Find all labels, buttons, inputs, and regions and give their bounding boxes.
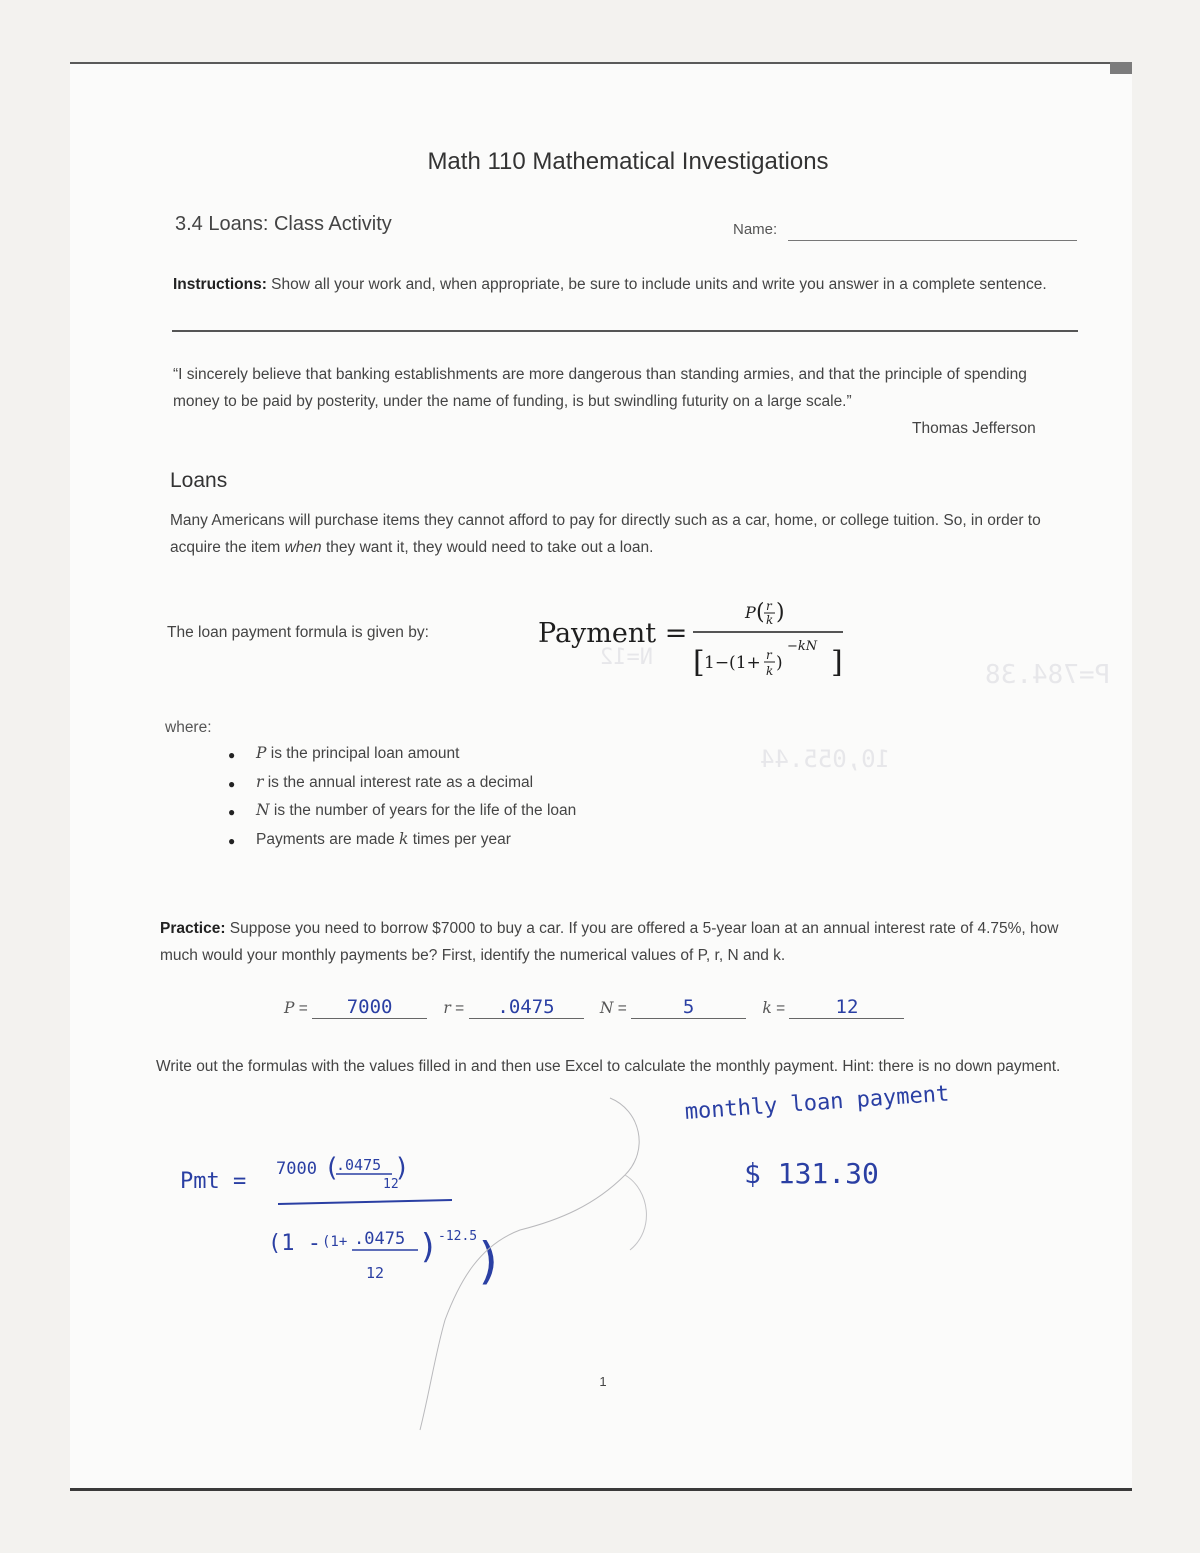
name-label: Name: [733,221,778,238]
bleed-through: 10,055.44 [760,745,891,773]
where-label: where: [165,719,212,736]
p-value-field[interactable]: 7000 [312,996,427,1019]
handwritten-inner-rate: .0475 [354,1229,406,1249]
k-value-field[interactable]: 12 [789,996,904,1019]
svg-text:): ) [776,600,785,625]
svg-text:r: r [766,599,772,613]
bleed-through: P=784.38 [985,660,1111,690]
formula-intro: The loan payment formula is given by: [167,624,429,641]
svg-text:): ) [474,1232,505,1290]
loan-payment-formula [535,590,865,700]
svg-text:k: k [766,613,774,627]
name-field[interactable] [788,240,1077,241]
svg-text:): ) [394,1153,410,1183]
svg-text:(: ( [324,1153,340,1183]
n-value-field[interactable]: 5 [631,996,746,1019]
instructions-label: Instructions: [173,276,267,293]
answer-label: monthly loan payment [684,1081,951,1125]
practice-text: Suppose you need to borrow $7000 to buy a car. If you are offered a 5-year loan at an annual interest rate of 4.75%, how much would your monthly payments be? First, identify the numerical values of P, r, N and k. [160,920,1059,964]
quote: “I sincerely believe that banking establishments are more dangerous than standing armies, and that the principle of spending money to be paid by posterity, under the name of funding, is but swindling futurity on a large scale.” [173,366,1027,410]
definition-item: ● r is the annual interest rate as a decimal [228,773,576,802]
svg-text:−kN: −kN [787,639,818,654]
pmt-label: Pmt = [180,1169,247,1194]
loans-text: Many Americans will purchase items they cannot afford to pay for directly such as a car, home, or college tuition. So, in order to acquire the item [170,512,1041,556]
loans-text-end: they want it, they would need to take out a loan. [321,539,654,556]
r-value-field[interactable]: .0475 [469,996,584,1019]
instructions [173,272,1063,298]
loans-emphasis: when [284,539,322,556]
svg-text:P: P [745,603,756,622]
write-formula-instructions: Write out the formulas with the values filled in and then use Excel to calculate the monthly payment. Hint: there is no down payment. [156,1058,1061,1075]
quote-author: Thomas Jefferson [912,420,1036,437]
definition-item: ● Payments are made k times per year [228,830,576,859]
svg-text:): ) [418,1227,439,1267]
formula-lhs: Payment = [538,618,688,649]
page-corner-mark [1110,62,1132,74]
handwritten-numerator: 7000 [276,1159,317,1179]
svg-text:r: r [766,648,772,662]
page-title: Math 110 Mathematical Investigations [427,148,829,175]
activity-subtitle: 3.4 Loans: Class Activity [175,213,392,235]
handwritten-exponent: -12.5 [438,1229,478,1244]
definition-item: ● P is the principal loan amount [228,744,576,773]
definition-item: ● N is the number of years for the life of the loan [228,801,576,830]
page-number: 1 [599,1374,607,1389]
instructions-text: Show all your work and, when appropriate, be sure to include units and write you answer in a complete sentence. [266,276,1047,293]
bleed-through: N=12 [600,645,653,670]
svg-text:[: [ [693,645,705,680]
svg-text:]: ] [831,645,843,680]
handwritten-inner-den: 12 [366,1264,385,1282]
svg-text:1−(1+: 1−(1+ [704,653,761,673]
loans-paragraph [170,507,1080,561]
handwritten-rate-num: .0475 [336,1156,382,1174]
variable-inputs: P = 7000 r = .0475 N = 5 k = 12 [284,996,916,1019]
practice-problem [160,915,1070,969]
svg-text:): ) [776,653,783,673]
svg-text:k: k [766,664,774,678]
handwritten-denominator-inner: (1+ [322,1234,348,1250]
svg-text:(: ( [756,600,765,625]
divider [172,330,1078,332]
answer-value: $ 131.30 [744,1157,879,1190]
section-heading-loans: Loans [170,469,228,492]
variable-definitions [228,744,576,858]
handwritten-rate-den: 12 [383,1177,399,1192]
practice-label: Practice: [160,920,226,937]
handwritten-denominator: (1 - [268,1231,321,1256]
